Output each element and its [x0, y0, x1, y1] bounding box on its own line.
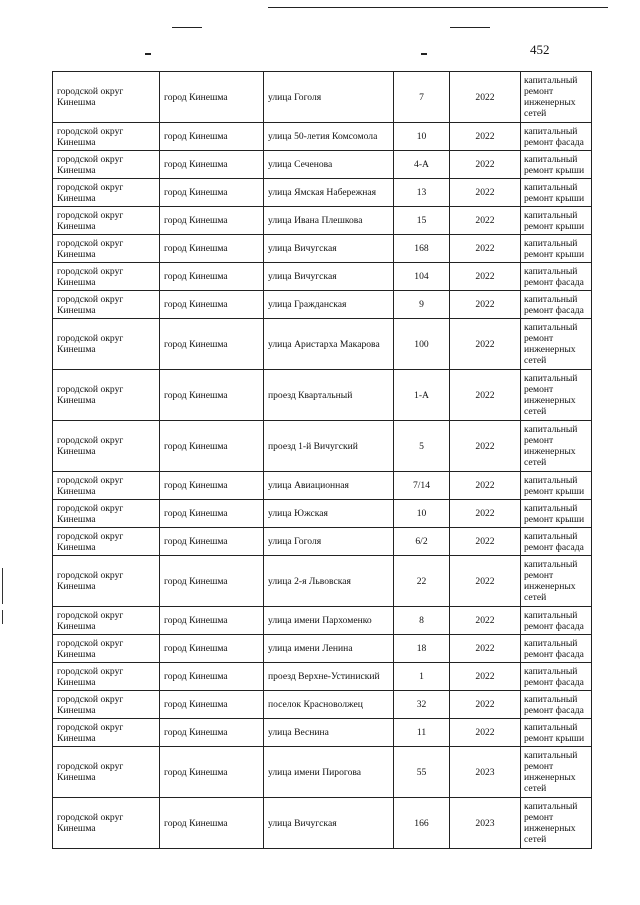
- cell-work-type: капитальный ремонт инженерных сетей: [521, 556, 592, 607]
- table-row: [53, 72, 592, 123]
- cell-house-number: 15: [394, 207, 450, 235]
- cell-house-number: 55: [394, 747, 450, 798]
- scan-line-top-right: [268, 7, 608, 8]
- cell-street: улица 2-я Львовская: [264, 556, 394, 607]
- table-row: [53, 179, 592, 207]
- cell-street: проезд Верхне-Устиниский: [264, 663, 394, 691]
- cell-district: городской округ Кинешма: [53, 663, 160, 691]
- cell-work-type: капитальный ремонт крыши: [521, 500, 592, 528]
- cell-street: улица Ямская Набережная: [264, 179, 394, 207]
- cell-year: 2022: [450, 263, 521, 291]
- cell-city: город Кинешма: [160, 370, 264, 421]
- table-row: [53, 691, 592, 719]
- cell-street: улица Авиационная: [264, 472, 394, 500]
- cell-street: улица Ивана Плешкова: [264, 207, 394, 235]
- cell-work-type: капитальный ремонт инженерных сетей: [521, 370, 592, 421]
- cell-year: 2022: [450, 556, 521, 607]
- table-row: [53, 319, 592, 370]
- cell-district: городской округ Кинешма: [53, 291, 160, 319]
- table-row: [53, 798, 592, 849]
- cell-district: городской округ Кинешма: [53, 179, 160, 207]
- cell-district: городской округ Кинешма: [53, 421, 160, 472]
- cell-city: город Кинешма: [160, 319, 264, 370]
- cell-work-type: капитальный ремонт инженерных сетей: [521, 421, 592, 472]
- cell-year: 2022: [450, 607, 521, 635]
- cell-year: 2022: [450, 500, 521, 528]
- cell-house-number: 8: [394, 607, 450, 635]
- cell-work-type: капитальный ремонт крыши: [521, 151, 592, 179]
- cell-street: улица Вичугская: [264, 263, 394, 291]
- cell-city: город Кинешма: [160, 263, 264, 291]
- cell-district: городской округ Кинешма: [53, 263, 160, 291]
- cell-city: город Кинешма: [160, 235, 264, 263]
- table-row: [53, 472, 592, 500]
- cell-city: город Кинешма: [160, 179, 264, 207]
- cell-street: улица Аристарха Макарова: [264, 319, 394, 370]
- cell-district: городской округ Кинешма: [53, 151, 160, 179]
- cell-city: город Кинешма: [160, 421, 264, 472]
- cell-year: 2022: [450, 472, 521, 500]
- cell-district: городской округ Кинешма: [53, 607, 160, 635]
- cell-house-number: 11: [394, 719, 450, 747]
- cell-house-number: 1-А: [394, 370, 450, 421]
- cell-year: 2022: [450, 207, 521, 235]
- table-row: [53, 263, 592, 291]
- cell-street: улица Веснина: [264, 719, 394, 747]
- table-row: [53, 291, 592, 319]
- table-body: [53, 72, 592, 849]
- table-row: [53, 123, 592, 151]
- cell-house-number: 10: [394, 123, 450, 151]
- cell-work-type: капитальный ремонт крыши: [521, 719, 592, 747]
- cell-house-number: 22: [394, 556, 450, 607]
- cell-city: город Кинешма: [160, 123, 264, 151]
- table-row: [53, 556, 592, 607]
- table-row: [53, 421, 592, 472]
- cell-house-number: 168: [394, 235, 450, 263]
- table-row: [53, 663, 592, 691]
- cell-city: город Кинешма: [160, 719, 264, 747]
- cell-district: городской округ Кинешма: [53, 500, 160, 528]
- cell-street: улица имени Пархоменко: [264, 607, 394, 635]
- table-row: [53, 747, 592, 798]
- cell-year: 2022: [450, 370, 521, 421]
- scan-line-top-mid: [450, 27, 490, 28]
- cell-work-type: капитальный ремонт инженерных сетей: [521, 319, 592, 370]
- table-row: [53, 607, 592, 635]
- cell-city: город Кинешма: [160, 472, 264, 500]
- cell-house-number: 32: [394, 691, 450, 719]
- cell-district: городской округ Кинешма: [53, 747, 160, 798]
- cell-district: городской округ Кинешма: [53, 691, 160, 719]
- cell-district: городской округ Кинешма: [53, 319, 160, 370]
- cell-year: 2022: [450, 291, 521, 319]
- cell-work-type: капитальный ремонт инженерных сетей: [521, 747, 592, 798]
- cell-city: город Кинешма: [160, 798, 264, 849]
- cell-city: город Кинешма: [160, 635, 264, 663]
- cell-street: улица 50-летия Комсомола: [264, 123, 394, 151]
- cell-street: улица Сеченова: [264, 151, 394, 179]
- cell-house-number: 6/2: [394, 528, 450, 556]
- cell-city: город Кинешма: [160, 607, 264, 635]
- cell-district: городской округ Кинешма: [53, 123, 160, 151]
- cell-street: улица имени Пирогова: [264, 747, 394, 798]
- table-row: [53, 635, 592, 663]
- scan-line-top-left: [172, 27, 202, 28]
- cell-city: город Кинешма: [160, 500, 264, 528]
- cell-district: городской округ Кинешма: [53, 370, 160, 421]
- cell-street: проезд Квартальный: [264, 370, 394, 421]
- scan-edge-mark-1: [2, 568, 3, 604]
- cell-house-number: 100: [394, 319, 450, 370]
- page-number: 452: [530, 42, 550, 57]
- cell-year: 2022: [450, 235, 521, 263]
- table-row: [53, 370, 592, 421]
- cell-work-type: капитальный ремонт фасада: [521, 528, 592, 556]
- cell-house-number: 10: [394, 500, 450, 528]
- cell-district: городской округ Кинешма: [53, 635, 160, 663]
- table-row: [53, 500, 592, 528]
- cell-house-number: 18: [394, 635, 450, 663]
- cell-street: улица имени Ленина: [264, 635, 394, 663]
- cell-district: городской округ Кинешма: [53, 556, 160, 607]
- cell-city: город Кинешма: [160, 207, 264, 235]
- cell-city: город Кинешма: [160, 528, 264, 556]
- cell-year: 2022: [450, 691, 521, 719]
- cell-work-type: капитальный ремонт инженерных сетей: [521, 798, 592, 849]
- cell-street: проезд 1-й Вичугский: [264, 421, 394, 472]
- scan-tick-right: [421, 53, 427, 55]
- cell-year: 2022: [450, 179, 521, 207]
- scan-tick-left: [145, 53, 151, 55]
- cell-city: город Кинешма: [160, 151, 264, 179]
- cell-district: городской округ Кинешма: [53, 798, 160, 849]
- cell-work-type: капитальный ремонт крыши: [521, 207, 592, 235]
- cell-city: город Кинешма: [160, 291, 264, 319]
- cell-house-number: 104: [394, 263, 450, 291]
- cell-house-number: 13: [394, 179, 450, 207]
- housing-repair-table: [52, 71, 592, 849]
- cell-work-type: капитальный ремонт фасада: [521, 291, 592, 319]
- cell-house-number: 166: [394, 798, 450, 849]
- cell-work-type: капитальный ремонт крыши: [521, 235, 592, 263]
- cell-district: городской округ Кинешма: [53, 235, 160, 263]
- cell-year: 2022: [450, 719, 521, 747]
- cell-work-type: капитальный ремонт фасада: [521, 635, 592, 663]
- cell-house-number: 4-А: [394, 151, 450, 179]
- cell-house-number: 7: [394, 72, 450, 123]
- cell-street: улица Вичугская: [264, 235, 394, 263]
- cell-house-number: 5: [394, 421, 450, 472]
- cell-street: поселок Красноволжец: [264, 691, 394, 719]
- cell-work-type: капитальный ремонт крыши: [521, 472, 592, 500]
- cell-district: городской округ Кинешма: [53, 207, 160, 235]
- cell-house-number: 1: [394, 663, 450, 691]
- cell-year: 2022: [450, 528, 521, 556]
- cell-year: 2022: [450, 663, 521, 691]
- cell-city: город Кинешма: [160, 72, 264, 123]
- cell-work-type: капитальный ремонт фасада: [521, 263, 592, 291]
- cell-work-type: капитальный ремонт фасада: [521, 607, 592, 635]
- cell-year: 2023: [450, 798, 521, 849]
- scan-edge-mark-2: [2, 610, 3, 624]
- cell-street: улица Вичугская: [264, 798, 394, 849]
- cell-district: городской округ Кинешма: [53, 528, 160, 556]
- cell-year: 2022: [450, 421, 521, 472]
- cell-work-type: капитальный ремонт крыши: [521, 179, 592, 207]
- cell-house-number: 7/14: [394, 472, 450, 500]
- cell-city: город Кинешма: [160, 691, 264, 719]
- cell-year: 2022: [450, 635, 521, 663]
- cell-city: город Кинешма: [160, 556, 264, 607]
- cell-work-type: капитальный ремонт инженерных сетей: [521, 72, 592, 123]
- table-row: [53, 235, 592, 263]
- cell-street: улица Гоголя: [264, 72, 394, 123]
- cell-year: 2022: [450, 319, 521, 370]
- cell-work-type: капитальный ремонт фасада: [521, 691, 592, 719]
- table-row: [53, 528, 592, 556]
- cell-year: 2023: [450, 747, 521, 798]
- cell-work-type: капитальный ремонт фасада: [521, 663, 592, 691]
- cell-street: улица Гоголя: [264, 528, 394, 556]
- cell-street: улица Гражданская: [264, 291, 394, 319]
- cell-district: городской округ Кинешма: [53, 72, 160, 123]
- cell-year: 2022: [450, 72, 521, 123]
- cell-year: 2022: [450, 151, 521, 179]
- cell-city: город Кинешма: [160, 747, 264, 798]
- cell-district: городской округ Кинешма: [53, 719, 160, 747]
- cell-street: улица Южская: [264, 500, 394, 528]
- cell-house-number: 9: [394, 291, 450, 319]
- table-row: [53, 719, 592, 747]
- table-row: [53, 151, 592, 179]
- cell-city: город Кинешма: [160, 663, 264, 691]
- cell-district: городской округ Кинешма: [53, 472, 160, 500]
- cell-work-type: капитальный ремонт фасада: [521, 123, 592, 151]
- cell-year: 2022: [450, 123, 521, 151]
- table-row: [53, 207, 592, 235]
